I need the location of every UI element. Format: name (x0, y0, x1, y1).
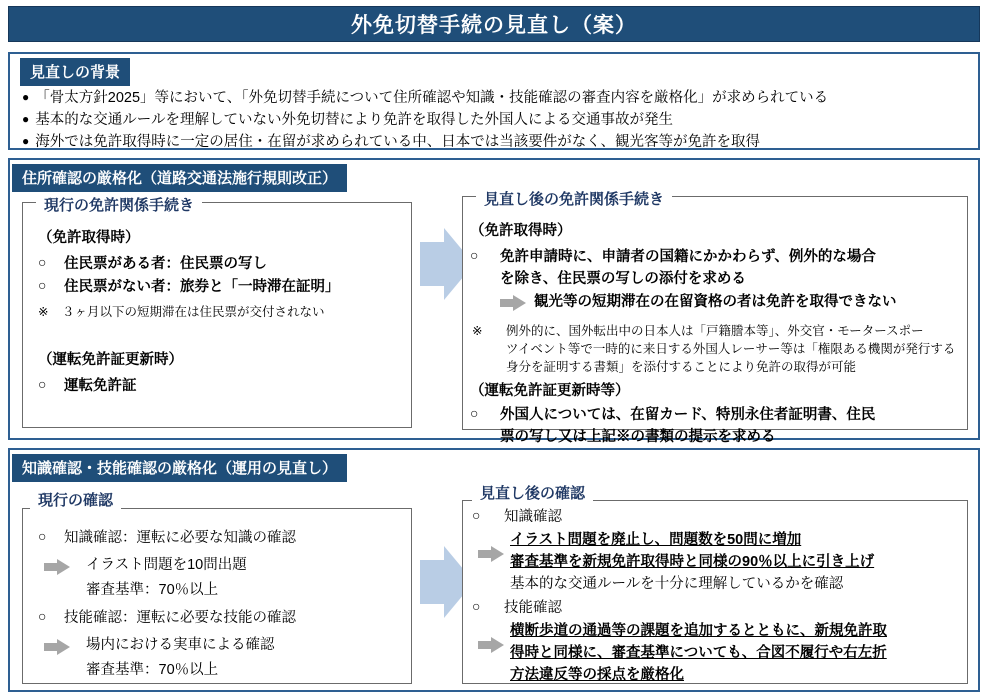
knowledge-revised-item1-line2: 審査基準を新規免許取得時と同様の90％以上に引き上げ (510, 554, 875, 570)
address-revised-item2-line2: 票の写し又は上記※の書類の提示を求める (500, 429, 776, 445)
address-revised-note-mark (472, 322, 482, 340)
address-current-item-1: 住民票がある者：住民票の写し (64, 256, 267, 272)
address-revised-item1-line2: を除き、住民票の写しの添付を求める (500, 271, 746, 287)
knowledge-revised-heading: 見直し後の確認 (472, 481, 593, 505)
knowledge-revised-item2-line3: 方法違反等の採点を厳格化 (510, 667, 684, 683)
address-current-sub2: （運転免許証更新時） (38, 352, 183, 368)
knowledge-current-item2-sub2: 審査基準：70％以上 (86, 662, 219, 678)
knowledge-revised-item2-line1: 横断歩道の通過等の課題を追加するとともに、新規免許取 (510, 623, 887, 639)
address-current-marker-3 (38, 376, 46, 392)
address-revised-note-line3: 身分を証明する書類」を添付することにより免許の取得が可能 (506, 360, 857, 374)
address-revised-item1-line1: 免許申請時に、申請者の国籍にかかわらず、例外的な場合 (500, 249, 876, 265)
knowledge-revised-item1-line1: イラスト問題を廃止し、問題数を50問に増加 (510, 532, 802, 548)
address-revised-item2-line1: 外国人については、在留カード、特別永住者証明書、住民 (500, 407, 876, 423)
knowledge-current-item2: 技能確認：運転に必要な技能の確認 (64, 610, 296, 626)
knowledge-revised-item1-line3: 基本的な交通ルールを十分に理解しているかを確認 (510, 576, 844, 592)
knowledge-current-arrow-2 (44, 639, 70, 655)
address-current-item-3: 運転免許証 (64, 378, 137, 394)
address-current-item-2: 住民票がない者：旅券と「一時滞在証明」 (64, 279, 340, 295)
knowledge-revised-item2-line2: 得時と同様に、審査基準についても、合図不履行や右左折 (510, 645, 887, 661)
knowledge-current-item1-sub1: イラスト問題を10問出題 (86, 557, 247, 573)
background-bullet-3: ● 海外では免許取得時に一定の居住・在留が求められている中、日本では当該要件がなく、観光客等が免許を取得 (22, 132, 760, 153)
knowledge-current-item1-sub2: 審査基準：70％以上 (86, 582, 219, 598)
address-current-marker-2 (38, 277, 46, 293)
address-revised-marker-1 (470, 247, 478, 263)
knowledge-revised-marker-2 (472, 598, 480, 614)
address-current-marker-1 (38, 254, 46, 270)
address-revised-heading: 見直し後の免許関係手続き (476, 187, 672, 211)
address-revised-note-line1: 例外的に、国外転出中の日本人は「戸籍謄本等」、外交官・モータースポー (506, 324, 924, 338)
address-current-note-mark (38, 303, 48, 321)
address-section-heading: 住所確認の厳格化（道路交通法施行規則改正） (12, 164, 347, 192)
knowledge-revised-marker-1 (472, 507, 480, 523)
knowledge-current-marker-2 (38, 608, 46, 624)
knowledge-current-item2-sub1: 場内における実車による確認 (86, 637, 275, 653)
background-bullet-2: ● 基本的な交通ルールを理解していない外免切替により免許を取得した外国人による交通事故が発生 (22, 110, 673, 131)
knowledge-current-arrow-1 (44, 559, 70, 575)
page-title: 外免切替手続の見直し（案） (351, 14, 637, 37)
address-revised-arrow-text: 観光等の短期滞在の在留資格の者は免許を取得できない (534, 294, 897, 310)
background-bullet-1: ● 「骨太方針2025」等において、「外免切替手続について住所確認や知識・技能確認の審査内容を厳格化」が求められている (22, 88, 828, 109)
knowledge-current-item1: 知識確認：運転に必要な知識の確認 (64, 530, 296, 546)
knowledge-current-heading: 現行の確認 (30, 488, 121, 512)
knowledge-revised-arrow-1 (478, 546, 504, 562)
address-current-sub1: （免許取得時） (38, 230, 140, 246)
address-revised-sub1: （免許取得時） (470, 223, 572, 239)
document-title-bar (8, 6, 980, 42)
address-current-note: ３ヶ月以下の短期滞在は住民票が交付されない (62, 305, 325, 319)
knowledge-revised-item2: 技能確認 (504, 600, 562, 616)
address-revised-note-line2: ツイベント等で一時的に来日する外国人レーサー等は「権限ある機関が発行する (506, 342, 956, 356)
knowledge-revised-item1: 知識確認 (504, 509, 562, 525)
address-revised-marker-2 (470, 405, 478, 421)
address-revised-sub2: （運転免許証更新時等） (470, 383, 630, 399)
knowledge-current-marker-1 (38, 528, 46, 544)
address-current-heading: 現行の免許関係手続き (36, 193, 202, 217)
knowledge-section-heading: 知識確認・技能確認の厳格化（運用の見直し） (12, 454, 347, 482)
knowledge-revised-arrow-2 (478, 637, 504, 653)
address-revised-small-arrow (500, 295, 526, 311)
background-heading: 見直しの背景 (20, 58, 130, 86)
